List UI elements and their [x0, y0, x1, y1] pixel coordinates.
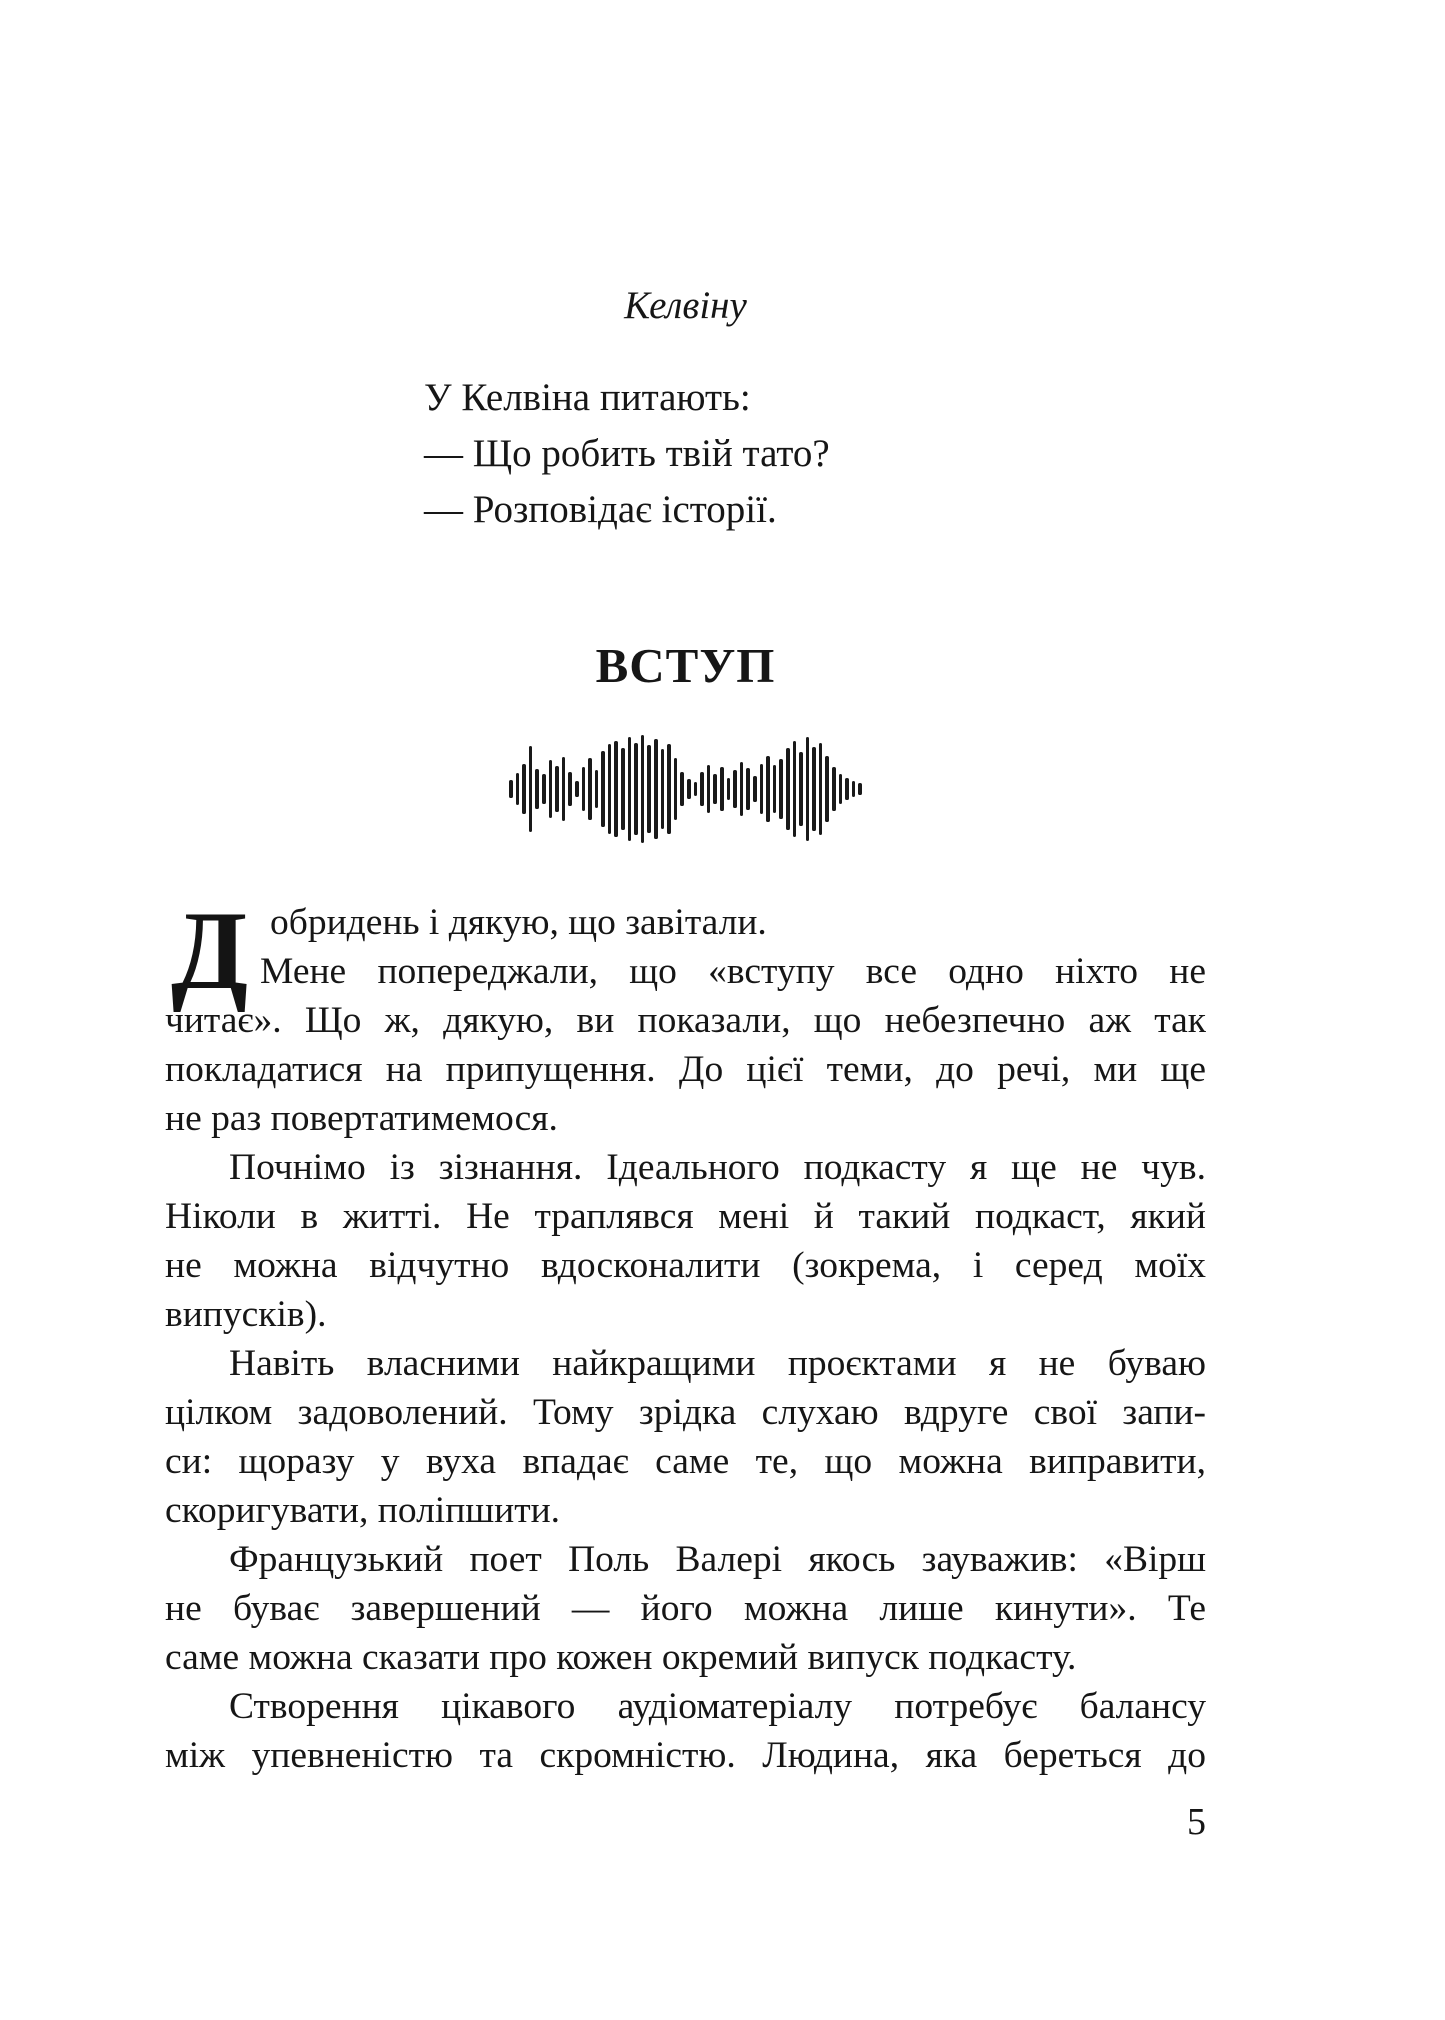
waveform-bar: [773, 765, 777, 813]
chapter-title: ВСТУП: [595, 638, 776, 693]
waveform-bar: [812, 747, 816, 831]
body-line: Створення цікавого аудіоматеріалу потребує балансу: [229, 1686, 1206, 1727]
waveform-bar: [746, 768, 750, 810]
waveform-bar: [799, 752, 803, 826]
waveform-bar: [713, 774, 717, 804]
waveform-bar: [806, 737, 810, 841]
waveform-bar: [568, 772, 572, 806]
waveform-bar: [555, 766, 559, 812]
waveform-bar: [621, 748, 625, 830]
waveform-bar: [647, 745, 651, 833]
body-line: обридень і дякую, що завітали.: [270, 902, 767, 943]
epigraph-line: — Розповідає історії.: [424, 488, 777, 531]
body-line: випусків).: [165, 1294, 327, 1335]
body-line: Ніколи в житті. Не траплявся мені й такий подкаст, який: [165, 1196, 1206, 1237]
waveform-bar: [674, 758, 678, 820]
body-line: не раз повертатимемося.: [165, 1098, 558, 1139]
body-line: цілком задоволений. Тому зрідка слухаю вдруге свої запи-: [165, 1392, 1206, 1433]
waveform-bar: [661, 749, 665, 829]
waveform-bar: [634, 743, 638, 835]
waveform-bar: [825, 756, 829, 822]
waveform-bar: [628, 737, 632, 841]
body-line: скоригувати, поліпшити.: [165, 1490, 561, 1531]
waveform-bar: [720, 767, 724, 811]
waveform-bar: [858, 783, 862, 795]
waveform-bar: [614, 741, 618, 837]
waveform-bar: [601, 751, 605, 827]
body-line: Почнімо із зізнання. Ідеального подкасту я ще не чув.: [229, 1147, 1206, 1188]
waveform-bar: [516, 773, 520, 805]
waveform-bar: [509, 780, 513, 798]
waveform-bar: [766, 756, 770, 822]
waveform-bar: [588, 758, 592, 820]
waveform-bar: [535, 769, 539, 809]
body-line: Мене попереджали, що «вступу все одно ніхто не: [260, 951, 1206, 992]
waveform-bar: [549, 760, 553, 818]
waveform-bar: [852, 781, 856, 797]
waveform-bar: [753, 776, 757, 802]
waveform-bar: [529, 746, 533, 832]
audio-waveform-icon: [165, 732, 1206, 846]
epigraph-line: У Келвіна питають:: [424, 376, 751, 419]
body-line: не буває завершений — його можна лише кинути». Те: [165, 1588, 1206, 1629]
body-line: Французький поет Поль Валері якось зауважив: «Вірш: [229, 1539, 1206, 1580]
epigraph-line: — Що робить твій тато?: [424, 432, 830, 475]
waveform-bar: [575, 781, 579, 797]
waveform-bar: [522, 764, 526, 814]
epigraph: [424, 370, 830, 538]
waveform-bar: [582, 767, 586, 811]
waveform-bar: [667, 744, 671, 834]
waveform-bar: [654, 739, 658, 839]
body-line: си: щоразу у вуха впадає саме те, що можна виправити,: [165, 1441, 1206, 1482]
waveform-bar: [707, 765, 711, 813]
waveform-bar: [845, 778, 849, 800]
waveform-bar: [608, 744, 612, 834]
waveform-bar: [832, 767, 836, 811]
waveform-bar: [819, 743, 823, 835]
body-line: між упевненістю та скромністю. Людина, яка береться до: [165, 1735, 1206, 1776]
waveform-bar: [727, 778, 731, 800]
waveform-bar: [542, 774, 546, 804]
waveform-bar: [641, 735, 645, 843]
dedication: Келвіну: [624, 284, 747, 327]
body-line: Навіть власними найкращими проєктами я не буваю: [229, 1343, 1206, 1384]
waveform-bar: [562, 757, 566, 821]
waveform-bar: [700, 772, 704, 806]
drop-cap: Д: [171, 889, 249, 1013]
waveform-bar: [779, 759, 783, 819]
waveform-bar: [740, 762, 744, 816]
waveform-bar: [694, 782, 698, 796]
waveform-bar: [786, 748, 790, 830]
waveform-bar: [839, 774, 843, 804]
body-line: саме можна сказати про кожен окремий випуск подкасту.: [165, 1637, 1077, 1678]
body-line: не можна відчутно вдосконалити (зокрема, і серед моїх: [165, 1245, 1206, 1286]
body-text: [165, 889, 1206, 1780]
waveform-bar: [687, 779, 691, 799]
body-line: покладатися на припущення. До цієї теми, до речі, ми ще: [165, 1049, 1206, 1090]
body-line: читає». Що ж, дякую, ви показали, що небезпечно аж так: [165, 1000, 1206, 1041]
waveform-bar: [793, 741, 797, 837]
waveform-bar: [760, 764, 764, 814]
waveform-bar: [595, 770, 599, 808]
waveform-bar: [733, 770, 737, 808]
page-number: 5: [1187, 1801, 1206, 1843]
waveform-bar: [680, 772, 684, 806]
